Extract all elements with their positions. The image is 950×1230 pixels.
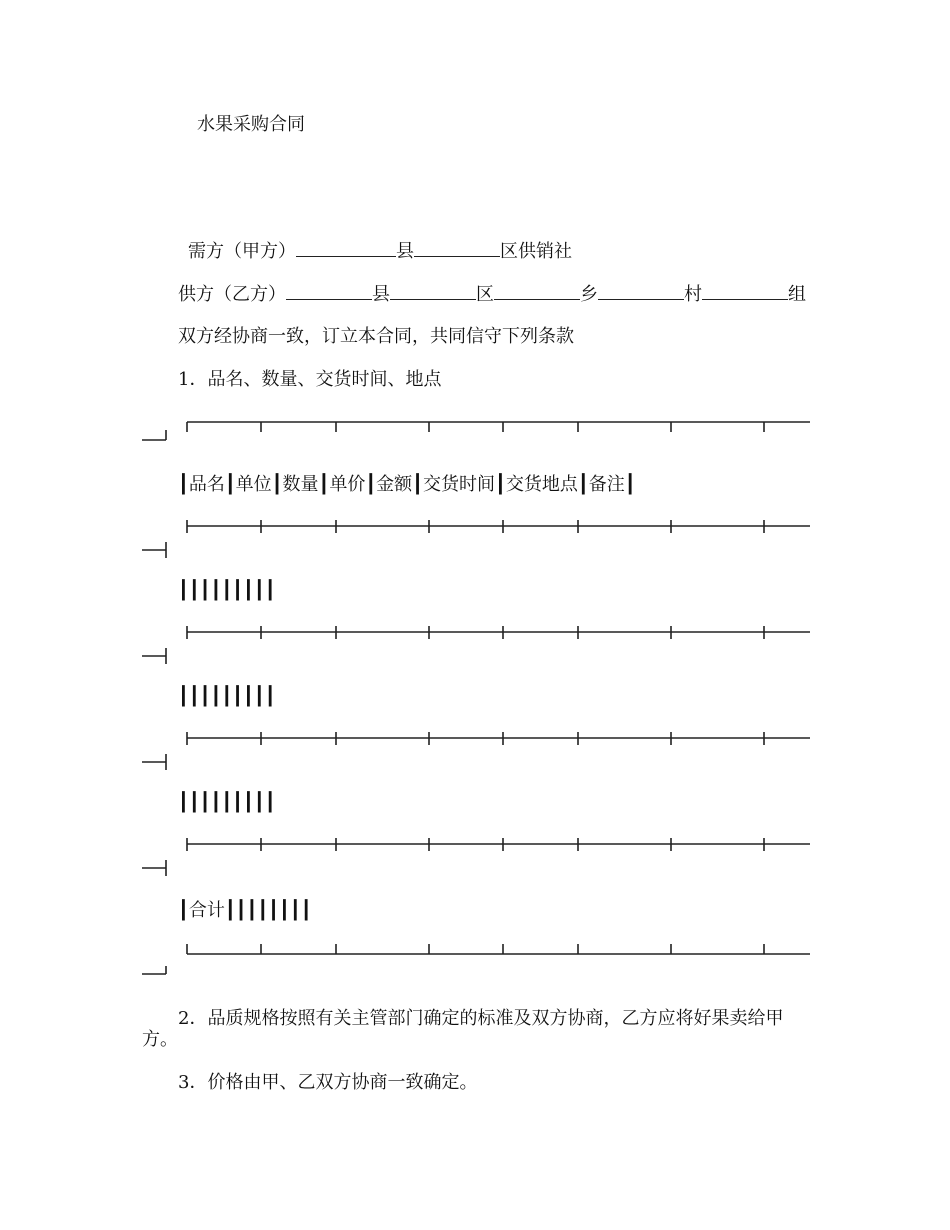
buyer-label: 需方（甲方） <box>188 241 296 262</box>
seller-district-suffix: 区 <box>476 284 494 305</box>
table-mid-rule-1 <box>0 520 950 560</box>
buyer-county-blank[interactable] <box>296 240 396 257</box>
table-mid-rule-2 <box>0 626 950 666</box>
buyer-district-suffix: 区供销社 <box>500 241 572 262</box>
section-1-heading: 1．品名、数量、交货时间、地点 <box>178 369 442 390</box>
clause-3: 3．价格由甲、乙双方协商一致确定。 <box>178 1072 478 1093</box>
seller-village-blank[interactable] <box>598 283 684 300</box>
intro-text: 双方经协商一致，订立本合同，共同信守下列条款 <box>178 326 574 347</box>
table-bottom-rule <box>0 944 950 980</box>
seller-township-blank[interactable] <box>494 283 580 300</box>
seller-line <box>178 283 806 307</box>
table-header-row: ┃品名┃单位┃数量┃单价┃金额┃交货时间┃交货地点┃备注┃ <box>178 474 636 495</box>
table-row-2: ┃┃┃┃┃┃┃┃┃ <box>178 686 276 707</box>
seller-county-blank[interactable] <box>286 283 372 300</box>
seller-county-suffix: 县 <box>372 284 390 305</box>
buyer-district-blank[interactable] <box>414 240 500 257</box>
table-mid-rule-3 <box>0 732 950 772</box>
table-mid-rule-4 <box>0 838 950 878</box>
seller-district-blank[interactable] <box>390 283 476 300</box>
seller-group-suffix: 组 <box>788 284 806 305</box>
seller-group-blank[interactable] <box>702 283 788 300</box>
table-top-rule <box>0 418 950 448</box>
clause-2-line-1: 2．品质规格按照有关主管部门确定的标准及双方协商，乙方应将好果卖给甲 <box>178 1008 784 1029</box>
table-row-1: ┃┃┃┃┃┃┃┃┃ <box>178 580 276 601</box>
seller-label: 供方（乙方） <box>178 284 286 305</box>
buyer-county-suffix: 县 <box>396 241 414 262</box>
seller-township-suffix: 乡 <box>580 284 598 305</box>
seller-village-suffix: 村 <box>684 284 702 305</box>
buyer-line <box>188 240 572 264</box>
table-total-row: ┃合计┃┃┃┃┃┃┃┃ <box>178 900 312 921</box>
table-row-3: ┃┃┃┃┃┃┃┃┃ <box>178 792 276 813</box>
document-title: 水果采购合同 <box>197 114 305 135</box>
clause-2-line-2: 方。 <box>142 1029 178 1050</box>
